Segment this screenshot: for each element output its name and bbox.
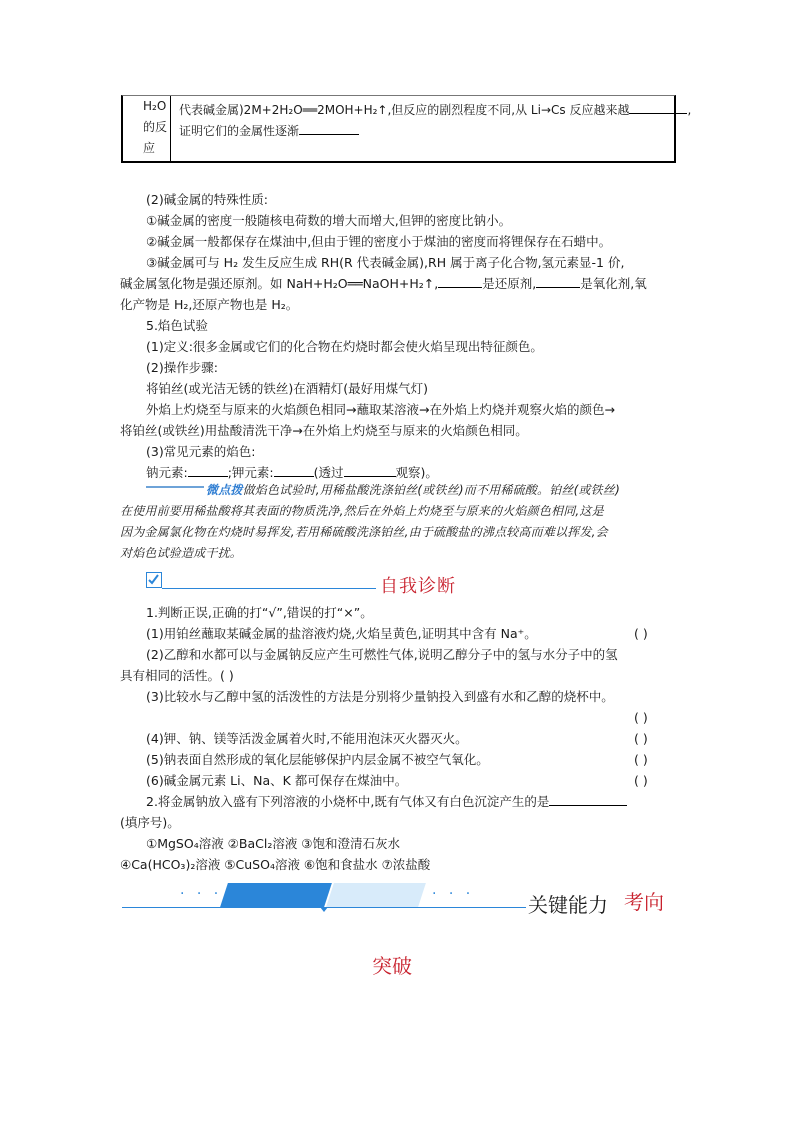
paragraph: 将铂丝(或光洁无锈的铁丝)在酒精灯(最好用煤气灯) [146, 381, 429, 396]
paragraph: ②碱金属一般都保存在煤油中,但由于锂的密度小于煤油的密度而将锂保存在石蜡中。 [146, 234, 612, 249]
micro-tip-rule [146, 486, 204, 488]
banner-title: 关键能力 [528, 893, 608, 917]
paragraph: (2)操作步骤: [146, 360, 218, 375]
question-item: (6)碱金属元素 Li、Na、K 都可保存在煤油中。 [146, 773, 408, 788]
table-col-content [171, 96, 692, 161]
answer-blank[interactable] [274, 464, 314, 477]
answer-paren[interactable]: ( ) [634, 710, 648, 725]
banner-dots: · · · [432, 886, 475, 902]
paragraph: ③碱金属可与 H₂ 发生反应生成 RH(R 代表碱金属),RH 属于离子化合物,氢元素显-1 价, [146, 255, 625, 270]
table-text: 代表碱金属)2M+2H₂O══2MOH+H₂↑,但反应的剧烈程度不同,从 Li→Cs 反应越来越 [179, 103, 630, 117]
paragraph: 外焰上灼烧至与原来的火焰颜色相同→蘸取某溶液→在外焰上灼烧并观察火焰的颜色→ [146, 402, 615, 417]
paragraph: 将铂丝(或铁丝)用盐酸清洗干净→在外焰上灼烧至与原来的火焰颜色相同。 [120, 423, 528, 438]
question [146, 792, 627, 812]
answer-blank[interactable] [629, 101, 687, 114]
paragraph: 化产物是 H₂,还原产物也是 H₂。 [120, 297, 299, 312]
banner-block [326, 883, 426, 907]
answer-paren[interactable]: ( ) [634, 626, 648, 641]
answer-paren[interactable]: ( ) [634, 752, 648, 767]
answer-blank[interactable] [344, 464, 396, 477]
table-col-label [123, 96, 171, 161]
option-list: ④Ca(HCO₃)₂溶液 ⑤CuSO₄溶液 ⑥饱和食盐水 ⑦浓盐酸 [120, 857, 431, 872]
question: 1.判断正误,正确的打“√”,错误的打“×”。 [146, 605, 373, 620]
table-col-label-line: 应 [143, 141, 156, 155]
paragraph-text: 钠元素: [146, 465, 188, 480]
answer-blank[interactable] [188, 464, 228, 477]
answer-paren[interactable]: ( ) [634, 731, 648, 746]
paragraph: ①碱金属的密度一般随核电荷数的增大而增大,但钾的密度比钠小。 [146, 213, 512, 228]
micro-tip-label: 微点拨 [206, 483, 243, 497]
table-col-label-line: H₂O [143, 99, 167, 113]
section-title: 自我诊断 [380, 576, 456, 597]
micro-tip-text: 对焰色试验造成干扰。 [120, 546, 243, 560]
answer-blank[interactable] [299, 122, 359, 135]
table-col-label-line: 的反 [143, 120, 168, 134]
answer-paren[interactable]: ( ) [634, 773, 648, 788]
question-item: (4)钾、钠、镁等活泼金属着火时,不能用泡沫灭火器灭火。 [146, 731, 468, 746]
option-list: ①MgSO₄溶液 ②BaCl₂溶液 ③饱和澄清石灰水 [146, 836, 401, 851]
answer-blank[interactable] [549, 793, 627, 806]
table-text: 证明它们的金属性逐渐 [179, 124, 300, 138]
table-text: , [687, 103, 692, 117]
answer-blank[interactable] [536, 275, 580, 288]
question-text: 2.将金属钠放入盛有下列溶液的小烧杯中,既有气体又有白色沉淀产生的是 [146, 794, 550, 809]
banner-title-accent: 考向 [624, 890, 664, 914]
banner-title-accent: 突破 [372, 954, 412, 978]
paragraph [120, 274, 647, 294]
question-item: (3)比较水与乙醇中氢的活泼性的方法是分别将少量钠投入到盛有水和乙醇的烧杯中。 [146, 689, 614, 704]
micro-tip-text: 在使用前要用稀盐酸将其表面的物质洗净,然后在外焰上灼烧至与原来的火焰颜色相同,这是 [120, 504, 604, 518]
question-item: (2)乙醇和水都可以与金属钠反应产生可燃性气体,说明乙醇分子中的氢与水分子中的氢 [146, 647, 618, 662]
question-item: (1)用铂丝蘸取某碱金属的盐溶液灼烧,火焰呈黄色,证明其中含有 Na⁺。 [146, 626, 537, 641]
paragraph-text: 观察)。 [395, 465, 438, 480]
section-rule [162, 588, 376, 589]
paragraph-text: 是氧化剂,氧 [580, 276, 647, 291]
question-item: (5)钠表面自然形成的氧化层能够保护内层金属不被空气氧化。 [146, 752, 489, 767]
paragraph: (1)定义:很多金属或它们的化合物在灼烧时都会使火焰呈现出特征颜色。 [146, 339, 543, 354]
section-heading: (2)碱金属的特殊性质: [146, 192, 268, 207]
paragraph-text: ;钾元素: [227, 465, 274, 480]
micro-tip-text: 做焰色试验时,用稀盐酸洗涤铂丝(或铁丝)而不用稀硫酸。铂丝(或铁丝) [242, 483, 620, 497]
question-text: (填序号)。 [120, 815, 180, 830]
question-item: 具有相同的活性。( ) [120, 668, 234, 683]
micro-tip [206, 480, 620, 500]
banner-dots: · · · [180, 886, 223, 902]
paragraph-text: 是还原剂, [482, 276, 537, 291]
checkbox-icon [146, 572, 162, 588]
banner-pointer-icon [320, 907, 328, 912]
banner-block [220, 883, 332, 907]
reaction-table [121, 95, 692, 163]
paragraph: (3)常见元素的焰色: [146, 444, 256, 459]
paragraph-text: (透过 [313, 465, 344, 480]
answer-blank[interactable] [438, 275, 482, 288]
micro-tip-text: 因为金属氯化物在灼烧时易挥发,若用稀硫酸洗涤铂丝,由于硫酸盐的沸点较高而难以挥发,会 [120, 525, 608, 539]
section-heading: 5.焰色试验 [146, 318, 208, 333]
paragraph-text: 碱金属氢化物是强还原剂。如 NaH+H₂O══NaOH+H₂↑, [120, 276, 439, 291]
